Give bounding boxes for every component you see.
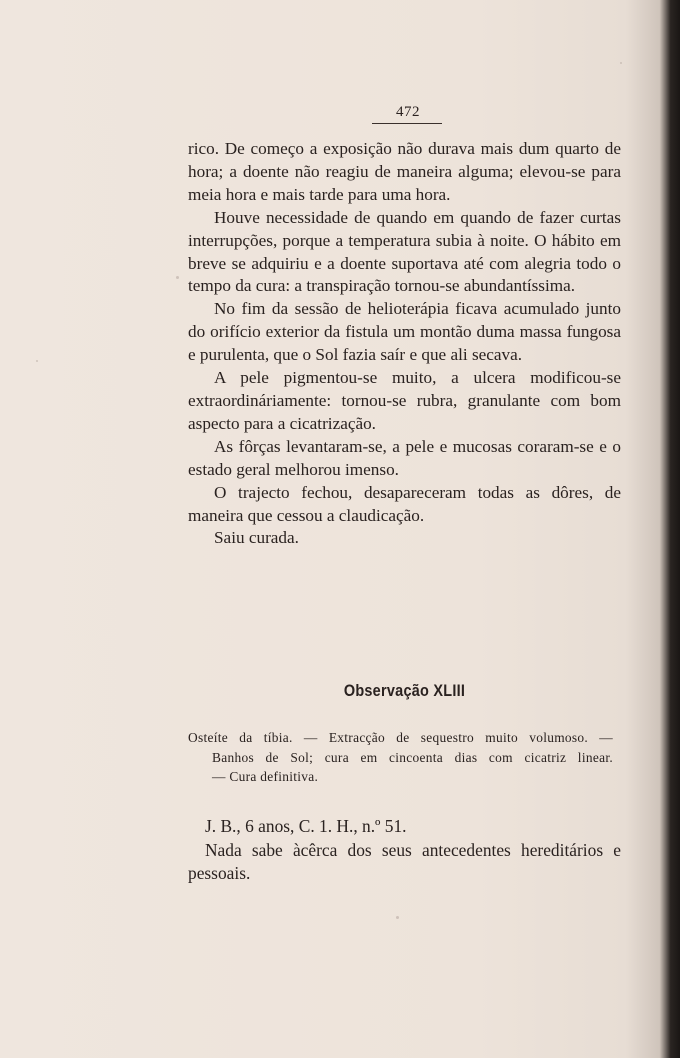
observation-summary	[188, 728, 613, 787]
paper-speck	[36, 360, 38, 362]
paper-speck	[176, 276, 179, 279]
observation-heading: Observação XLIII	[343, 681, 466, 700]
body-text	[188, 138, 621, 550]
paragraph: Saiu curada.	[214, 528, 299, 548]
case-identification: J. B., 6 anos, C. 1. H., n.º 51.	[205, 816, 407, 836]
paper-speck	[620, 62, 622, 64]
summary-line: Banhos de Sol; cura em cincoenta dias com cicatriz linear.	[212, 749, 613, 765]
case-paragraph: Nada sabe àcêrca dos seus antecedentes hereditários e pessoais.	[188, 839, 621, 883]
paper-speck	[396, 916, 399, 919]
case-text	[188, 815, 621, 886]
paragraph: A pele pigmentou-se muito, a ulcera modificou-se extraordináriamente: tornou-se rubra, granulante com bom aspecto para a cicatrização.	[188, 368, 621, 433]
page-number-rule	[372, 123, 442, 124]
page-number: 472	[396, 104, 420, 120]
paragraph-continuation: rico. De começo a exposição não durava mais dum quarto de hora; a doente não reagiu de maneira alguma; elevou-se para meia hora e mais tarde para uma hora.	[188, 139, 621, 204]
summary-line: Osteíte da tíbia. — Extracção de sequestro muito volumoso. —	[188, 730, 613, 745]
paragraph: No fim da sessão de helioterápia ficava acumulado junto do orifício exterior da fistula um montão duma massa fungosa e purulenta, que o Sol fazia saír e que ali secava.	[188, 299, 621, 365]
paragraph: Houve necessidade de quando em quando de fazer curtas interrupções, porque a temperatura subia à noite. O hábito em breve se adquiriu e a doente suportava até com alegria todo o tempo da cura: a transpiração tornou-se abundantíssima.	[188, 207, 621, 296]
paragraph: As fôrças levantaram-se, a pele e mucosas coraram-se e o estado geral melhorou imenso.	[188, 436, 621, 479]
paragraph: O trajecto fechou, desapareceram todas as dôres, de maneira que cessou a claudicação.	[188, 482, 621, 525]
summary-line: — Cura definitiva.	[212, 769, 319, 784]
